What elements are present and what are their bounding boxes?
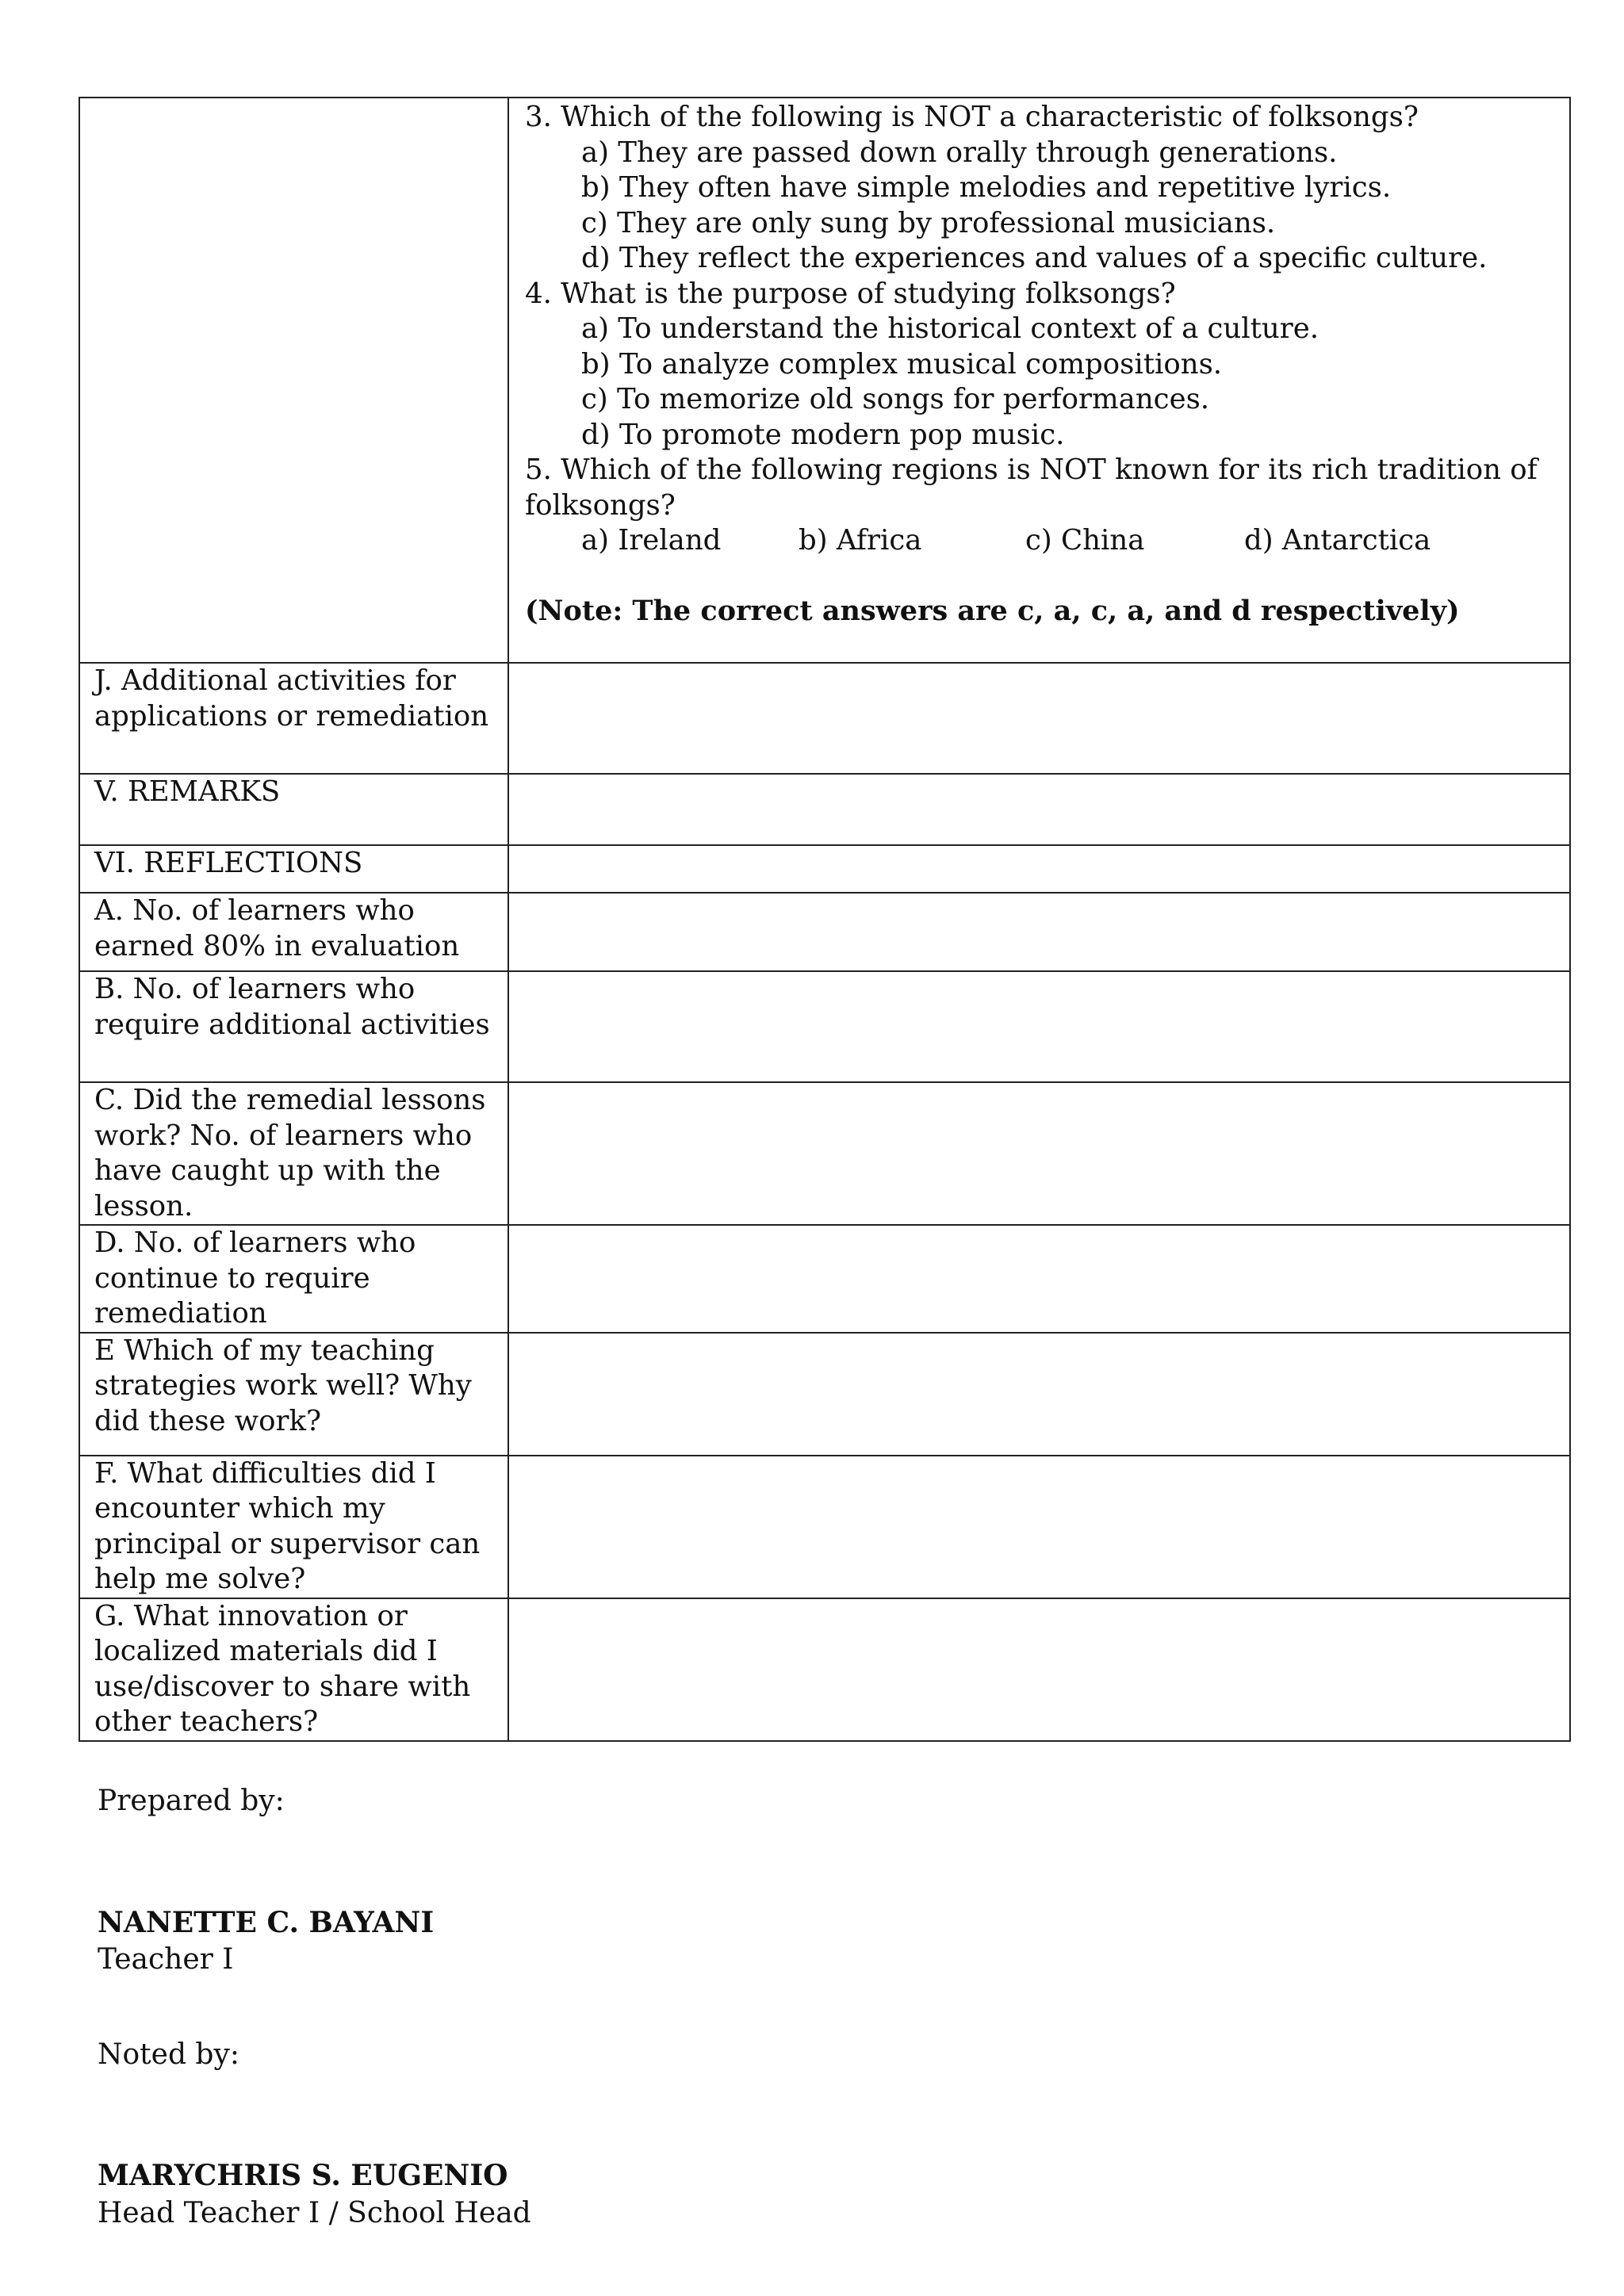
table-row — [79, 893, 1570, 971]
row-label-reflections: VI. REFLECTIONS — [79, 845, 508, 893]
question-4-option-d: d) To promote modern pop music. — [581, 418, 1065, 451]
question-4: 4. What is the purpose of studying folksongs? — [525, 277, 1176, 310]
row-value-difficulties — [508, 1456, 1570, 1598]
row-label-innovation: G. What innovation or localized materials did I use/discover to share with other teachers? — [79, 1598, 508, 1741]
row-value-remedial-lessons — [508, 1082, 1570, 1225]
question-5-option-a: a) Ireland — [581, 524, 722, 557]
table-row — [79, 1456, 1570, 1598]
question-3-option-a: a) They are passed down orally through generations. — [581, 136, 1338, 169]
row-value-additional-learners — [508, 971, 1570, 1082]
row-value-innovation — [508, 1598, 1570, 1741]
question-3: 3. Which of the following is NOT a characteristic of folksongs? — [525, 101, 1419, 133]
noted-by-title: Head Teacher I / School Head — [98, 2197, 531, 2229]
row-label-remedial-lessons: C. Did the remedial lessons work? No. of learners who have caught up with the lesson. — [79, 1082, 508, 1225]
question-5-option-d: d) Antarctica — [1244, 524, 1431, 557]
row-value-teaching-strategies — [508, 1333, 1570, 1456]
noted-by-label: Noted by: — [98, 2038, 239, 2071]
prepared-by-title: Teacher I — [98, 1943, 234, 1976]
table-row — [79, 1225, 1570, 1333]
row-label-remarks: V. REMARKS — [79, 774, 508, 845]
row-value-reflections — [508, 845, 1570, 893]
answer-key-note: (Note: The correct answers are c, a, c, a, and d respectively) — [525, 594, 1460, 627]
row-value-learners-80 — [508, 893, 1570, 971]
lesson-plan-table — [79, 97, 1571, 1742]
table-row — [79, 845, 1570, 893]
noted-by-name: MARYCHRIS S. EUGENIO — [98, 2159, 508, 2192]
question-4-option-b: b) To analyze complex musical compositions. — [581, 347, 1223, 381]
row-value-additional-activities — [508, 663, 1570, 774]
evaluation-row — [79, 98, 1570, 663]
table-row — [79, 1082, 1570, 1225]
row-value-remarks — [508, 774, 1570, 845]
question-5-option-b: b) Africa — [799, 524, 922, 557]
table-row — [79, 971, 1570, 1082]
prepared-by-name: NANETTE C. BAYANI — [98, 1906, 435, 1939]
question-3-option-c: c) They are only sung by professional musicians. — [581, 206, 1276, 239]
question-3-option-b: b) They often have simple melodies and repetitive lyrics. — [581, 171, 1392, 204]
row-value-continue-remediation — [508, 1225, 1570, 1333]
row-label-teaching-strategies: E Which of my teaching strategies work well? Why did these work? — [79, 1333, 508, 1456]
question-3-option-d: d) They reflect the experiences and values of a specific culture. — [581, 242, 1488, 274]
table-row — [79, 774, 1570, 845]
question-5: 5. Which of the following regions is NOT known for its rich tradition of folksongs? — [525, 453, 1538, 522]
question-5-options — [525, 523, 1552, 559]
evaluation-label-cell — [79, 98, 508, 663]
evaluation-questions-cell — [508, 98, 1570, 663]
row-label-learners-80: A. No. of learners who earned 80% in evaluation — [79, 893, 508, 971]
question-4-option-c: c) To memorize old songs for performances. — [581, 383, 1210, 415]
prepared-by-label: Prepared by: — [98, 1785, 285, 1817]
table-row — [79, 663, 1570, 774]
question-4-option-a: a) To understand the historical context of a culture. — [581, 312, 1320, 345]
row-label-continue-remediation: D. No. of learners who continue to require remediation — [79, 1225, 508, 1333]
table-row — [79, 1333, 1570, 1456]
row-label-additional-learners: B. No. of learners who require additional activities — [79, 971, 508, 1082]
table-row — [79, 1598, 1570, 1741]
question-5-option-c: c) China — [1025, 524, 1145, 557]
row-label-additional-activities: J. Additional activities for applications or remediation — [79, 663, 508, 774]
row-label-difficulties: F. What difficulties did I encounter which my principal or supervisor can help me solve? — [79, 1456, 508, 1598]
